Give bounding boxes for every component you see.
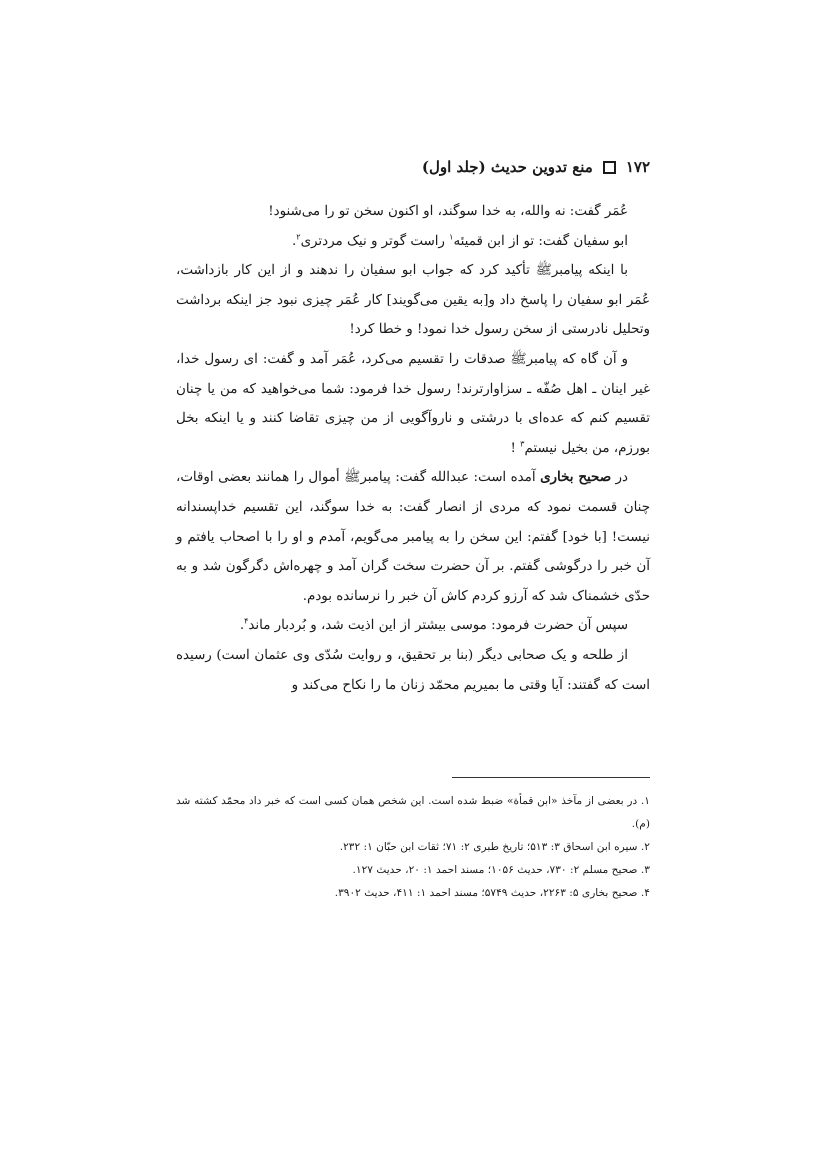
footnote-1: ۱. در بعضی از مآخذ «ابن قمأة» ضبط شده است. این شخص همان کسی است که خبر داد محمّد کشته شد (م). bbox=[176, 795, 650, 830]
footnote-4: ۴. صحیح بخاری ۵: ۲۲۶۳، حدیث ۵۷۴۹؛ مسند احمد ۱: ۴۱۱، حدیث ۳۹۰۲. bbox=[334, 887, 650, 899]
footnote-ref-1[interactable]: ۱ bbox=[449, 232, 454, 242]
square-ornament-icon bbox=[603, 161, 616, 174]
paragraph-5: در صحیح بخاری آمده است: عبدالله گفت: پیامبرﷺ أموال را همانند بعضی اوقات، چنان قسمت نمود که مردی از انصار گفت: به خدا سوگند، این تقسیم خداپسندانه نیست! [با خود] گفتم: این سخن را به پیامبر می‌گویم، آمدم و او را با اصحاب یافتم و آن خبر را درگوشی گفتم. بر آن حضرت سخت گران آمد و چهره‌اش دگرگون شد و به حدّی خشمناک شد که آرزو کردم کاش آن خبر را نرسانده بودم. bbox=[176, 469, 650, 604]
paragraph-4: و آن گاه که پیامبرﷺ صدقات را تقسیم می‌کرد، عُمَر آمد و گفت: ای رسول خدا، غیر اینان ـ اهل صُفّه ـ سزاوارترند! رسول خدا فرمود: شما می‌خواهید که من یا چنان تقسیم کنم که عده‌ای با درشتی و ناروآگویی از من چیزی تقاضا کنند و یا اینکه بخل بورزم، من بخیل نیستم$^۳$ ! bbox=[176, 351, 650, 456]
book-title: منع تدوین حدیث (جلد اول) bbox=[421, 158, 593, 176]
page-number: ۱۷۲ bbox=[625, 158, 650, 176]
paragraph-3: با اینکه پیامبرﷺ تأکید کرد که جواب ابو سفیان را ندهند و از این کار بازداشت، عُمَر ابو سفیان را پاسخ داد و[به یقین می‌گویند] کار عُمَر چیزی نبود جز اینکه برداشت وتحلیل نادرستی از سخن رسول خدا نمود! و خطا کرد! bbox=[176, 263, 650, 338]
footnote-2: ۲. سیره ابن اسحاق ۳: ۵۱۳؛ تاریخ طبری ۲: ۷۱؛ ثقات ابن حبّان ۱: ۲۳۲. bbox=[339, 841, 650, 853]
paragraph-2: ابو سفیان گفت: تو از ابن قمیئه$^۱$ راست گوتر و نیک مردتری$^۲$. bbox=[292, 232, 628, 249]
footnote-ref-4[interactable]: ۴ bbox=[244, 616, 249, 626]
footnote-ref-3[interactable]: ۳ bbox=[520, 439, 525, 449]
paragraph-1: عُمَر گفت: نه والله، به خدا سوگند، او اکنون سخن تو را می‌شنود! bbox=[268, 204, 628, 219]
main-text bbox=[176, 197, 650, 700]
footnotes bbox=[176, 790, 650, 905]
paragraph-7: از طلحه و یک صحابی دیگر (بنا بر تحقیق، و روایت سُدّی وی عثمان است) رسیده است که گفتند: آیا وقتی ما بمیریم محمّد زنان ما را نکاح می‌کند و bbox=[176, 647, 650, 693]
footnote-3: ۳. صحیح مسلم ۲: ۷۳۰، حدیث ۱۰۵۶؛ مسند احمد ۱: ۲۰، حدیث ۱۲۷. bbox=[352, 864, 650, 876]
footnote-ref-2[interactable]: ۲ bbox=[296, 232, 301, 242]
source-title-bold: صحیح بخاری bbox=[540, 469, 612, 486]
running-header bbox=[422, 158, 650, 176]
paragraph-6: سپس آن حضرت فرمود: موسی بیشتر از این اذیت شد، و بُردبار ماند$^۴$. bbox=[239, 616, 628, 634]
footnote-divider bbox=[452, 777, 650, 778]
